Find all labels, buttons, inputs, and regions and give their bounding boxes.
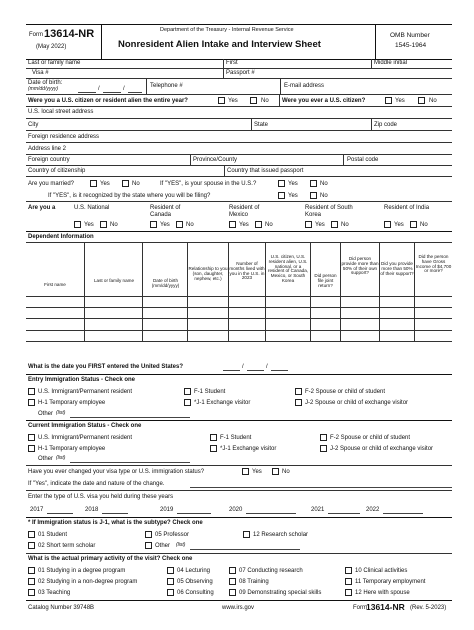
form-label: Form: [29, 32, 43, 38]
header-divider-right: [375, 24, 376, 59]
citizen-question: Were you a U.S. citizen or resident alien the entire year?: [28, 98, 188, 104]
foreign-country-label: Foreign country: [28, 157, 70, 163]
citizen-no-checkbox[interactable]: [250, 97, 257, 104]
foreign-address-label: Foreign residence address: [28, 134, 100, 140]
table-row: [26, 330, 452, 331]
option-mexico: Resident of Mexico: [229, 205, 260, 218]
mexico-no-checkbox[interactable]: [255, 221, 262, 228]
visa-change-followup: If "Yes", indicate the date and nature of the change.: [28, 481, 165, 487]
visa-change-no-checkbox[interactable]: [272, 468, 279, 475]
entry-status-title: Entry Immigration Status - Check one: [28, 377, 136, 383]
j1-student-checkbox[interactable]: [28, 531, 35, 538]
col-months: Number of months lived with you in the U.S. in 2023: [229, 261, 265, 281]
option-south-korea: Resident of South Korea: [305, 205, 353, 218]
entered-day-field[interactable]: [247, 370, 264, 371]
year-2022: 2022: [366, 507, 380, 513]
col-relationship: Relationship to you (son, daughter, nephew, etc.): [188, 266, 228, 281]
form-page: Form 13614-NR (May 2022) Department of the Treasury - Internal Revenue Service Nonresident Alien Intake and Interview Sheet OMB Number 1545-1964 Last or family name First Middle initial Visa # Passport # Date of birth: (mm/dd/yyyy) / / Telephone # E-mail address Were you a U.S. citizen or resident alien the entire year? Yes No Were you ever a U.S. citizen? Yes No U.S. local street address City State Zip code Foreign residence address Address line 2 Foreign country Province/County Postal code Country of citizenship Country that issued passport Are you married? Yes No If "YES", is your spouse in the U.S.? Yes No If "YES", is it recognized by the state where you will be filing? Yes No Are you a U.S. National Resident of Canada Resident of Mexico Resident of South Korea Resident of India Yes No Yes No Yes No Yes No Yes No Dependent Information First name Last or family name Date of birth (mm/dd/yyyy) Relationship to you (son, daughter, nephew, etc.) Number of months lived with you in the U.S. in 2023 U.S. citizen, U.S. resident alien, U.S. national, or a resident of Canada, Mexico, or South Korea Did person file joint return? Did person provide more than 50% of their own support? Did you provide more than 50% of their support? Did the person have Gross Income of $4,700 or more? What is the date you FIRST entered the United States? / / Entry Immigration Status - Check one U.S. Immigrant/Permanent resident F-1 Student F-2 Spouse or child of student H-1 Temporary employee *J-1 Exchange visitor J-2 Spouse or child of exchange visitor Other (list) Current Immigration Status - Check one U.S. Immigrant/Permanent resident F-1 Student F-2 Spouse or child of student H-1 Temporary employee *J-1 Exchange visitor J-2 Spouse or child of exchange visitor Other (list) Have you ever changed your visa type or U.S. immigration status? Yes No If "Yes", indicate the date and nature of the change. Enter the type of U.S. visa you held during these years 2017 2018 2019 2020 2021 2022 * If Immigration status is J-1, what is the subtype? Check one 01 Student 05 Professor 12 Research scholar 02 Short term scholar Other (list) What is the actual primary activity of the visit? Check one 01 Studying in a degree program 04 Lecturing 07 Conducting research 10 Clinical activities 02 Studying in a non-degree program 05 Observing 08 Training 11 Temporary employment 03 Teaching 06 Consulting 09 Demonstrating special skills 12 Here with spouse Catalog Number 39748B www.irs.gov Form 13614-NR (Rev. 5-2023): [0, 0, 474, 630]
entered-year-field[interactable]: [271, 370, 288, 371]
dob-day-field[interactable]: [103, 92, 121, 93]
last-name-label: Last or family name: [28, 60, 81, 66]
table-row: [26, 307, 452, 308]
website-link[interactable]: www.irs.gov: [222, 605, 255, 611]
current-j2-checkbox[interactable]: [320, 445, 327, 452]
header-divider-left: [101, 24, 102, 59]
passport-label: Passport #: [226, 70, 255, 76]
footer-form-number: 13614-NR: [366, 602, 405, 612]
year-2017: 2017: [30, 507, 44, 513]
married-yes-checkbox[interactable]: [90, 180, 97, 187]
dob-label: Date of birth:: [28, 80, 63, 86]
spouse-us-yes-checkbox[interactable]: [278, 180, 285, 187]
india-no-checkbox[interactable]: [410, 221, 417, 228]
table-row: [26, 341, 452, 342]
top-border: [26, 24, 452, 25]
spouse-us-no-checkbox[interactable]: [310, 180, 317, 187]
ever-citizen-no-checkbox[interactable]: [418, 97, 425, 104]
city-label: City: [28, 122, 39, 128]
visit-clinical-checkbox[interactable]: [345, 567, 352, 574]
col-dob: Date of birth (mm/dd/yyyy): [151, 278, 180, 288]
mexico-yes-checkbox[interactable]: [229, 221, 236, 228]
visa-years-prompt: Enter the type of U.S. visa you held during these years: [28, 494, 174, 500]
current-f2-checkbox[interactable]: [320, 434, 327, 441]
year-2020: 2020: [229, 507, 243, 513]
entry-j1-checkbox[interactable]: [184, 399, 191, 406]
year-2018: 2018: [85, 507, 99, 513]
dependents-title: Dependent Information: [28, 234, 94, 240]
col-gross-income: Did the person have Gross Income of $4,700 or more?: [415, 254, 452, 274]
col-your-support: Did you provide more than 50% of their support?: [380, 261, 414, 276]
us-national-no-checkbox[interactable]: [100, 221, 107, 228]
email-label: E-mail address: [284, 83, 325, 89]
col-joint-return: Did person file joint return?: [314, 273, 337, 288]
form-date: (May 2022): [36, 44, 67, 50]
passport-country-label: Country that issued passport: [227, 168, 304, 174]
entry-other-field[interactable]: [70, 417, 190, 418]
option-canada: Resident of Canada: [150, 205, 181, 218]
visit-training-checkbox[interactable]: [229, 578, 236, 585]
visa-change-question: Have you ever changed your visa type or U.S. immigration status?: [28, 469, 205, 475]
visa-2018-field[interactable]: [102, 513, 128, 514]
entry-f1-checkbox[interactable]: [184, 388, 191, 395]
omb-number: 1545-1964: [395, 42, 427, 49]
visit-lecturing-checkbox[interactable]: [167, 567, 174, 574]
j1-research-checkbox[interactable]: [243, 531, 250, 538]
current-other-label: Other: [38, 456, 54, 462]
visit-observing-checkbox[interactable]: [167, 578, 174, 585]
visa-change-details-field[interactable]: [190, 487, 452, 488]
married-no-checkbox[interactable]: [122, 180, 129, 187]
india-yes-checkbox[interactable]: [384, 221, 391, 228]
j1-other-field[interactable]: [190, 549, 300, 550]
footer-revision: (Rev. 5-2023): [410, 605, 447, 611]
col-citizenship: U.S. citizen, U.S. resident alien, U.S. national, or a resident of Canada, Mexico, or South Korea: [267, 254, 309, 284]
visa-label: Visa #: [32, 70, 49, 76]
j1-question: * If Immigration status is J-1, what is the subtype? Check one: [28, 520, 203, 526]
visit-spouse-checkbox[interactable]: [345, 589, 352, 596]
address-line2-label: Address line 2: [28, 146, 67, 152]
table-row: [26, 318, 452, 319]
state-label: State: [254, 122, 269, 128]
current-h1-checkbox[interactable]: [28, 445, 35, 452]
dob-format: (mm/dd/yyyy): [28, 86, 58, 92]
year-2019: 2019: [160, 507, 174, 513]
current-status-title: Current Immigration Status - Check one: [28, 423, 142, 429]
ever-citizen-question: Were you ever a U.S. citizen?: [282, 98, 366, 104]
telephone-label: Telephone #: [150, 83, 183, 89]
visit-skills-checkbox[interactable]: [229, 589, 236, 596]
entry-j2-checkbox[interactable]: [295, 399, 302, 406]
footer-form-label: Form: [353, 605, 367, 611]
visit-question: What is the actual primary activity of the visit? Check one: [28, 556, 193, 562]
current-other-field[interactable]: [70, 462, 190, 463]
dob-year-field[interactable]: [128, 92, 142, 93]
visit-degree-checkbox[interactable]: [28, 567, 35, 574]
recognized-question: If "YES", is it recognized by the state where you will be filing?: [48, 193, 211, 199]
recognized-no-checkbox[interactable]: [310, 192, 317, 199]
married-question: Are you married?: [28, 181, 75, 187]
canada-no-checkbox[interactable]: [176, 221, 183, 228]
option-india: Resident of India: [384, 205, 430, 211]
south-korea-yes-checkbox[interactable]: [305, 221, 312, 228]
recognized-yes-checkbox[interactable]: [278, 192, 285, 199]
postal-label: Postal code: [347, 157, 379, 163]
visa-2019-field[interactable]: [177, 513, 211, 514]
omb-label: OMB Number: [390, 32, 430, 39]
zip-label: Zip code: [374, 122, 398, 128]
are-you-label: Are you a: [28, 205, 56, 211]
current-us-immigrant-checkbox[interactable]: [28, 434, 35, 441]
j1-short-term-checkbox[interactable]: [28, 542, 35, 549]
col-last-name: Last or family name: [93, 278, 135, 283]
visit-teaching-checkbox[interactable]: [28, 589, 35, 596]
first-entered-question: What is the date you FIRST entered the United States?: [28, 364, 184, 370]
visit-consulting-checkbox[interactable]: [167, 589, 174, 596]
middle-initial-label: Middle initial: [374, 60, 408, 66]
us-national-yes-checkbox[interactable]: [74, 221, 81, 228]
dob-month-field[interactable]: [78, 92, 96, 93]
form-number: 13614-NR: [44, 28, 95, 40]
entry-other-label: Other: [38, 411, 54, 417]
current-j1-checkbox[interactable]: [210, 445, 217, 452]
visit-research-checkbox[interactable]: [229, 567, 236, 574]
ever-citizen-yes-checkbox[interactable]: [385, 97, 392, 104]
col-first-name: First name: [44, 282, 66, 287]
entry-f2-checkbox[interactable]: [295, 388, 302, 395]
visa-2022-field[interactable]: [383, 513, 423, 514]
department-name: Department of the Treasury - Internal Revenue Service: [160, 27, 294, 33]
visa-2017-field[interactable]: [47, 513, 73, 514]
province-label: Province/County: [193, 157, 238, 163]
j1-professor-checkbox[interactable]: [145, 531, 152, 538]
year-2021: 2021: [311, 507, 325, 513]
current-f1-checkbox[interactable]: [210, 434, 217, 441]
canada-yes-checkbox[interactable]: [150, 221, 157, 228]
citizenship-label: Country of citizenship: [28, 168, 86, 174]
visa-2021-field[interactable]: [328, 513, 360, 514]
entered-month-field[interactable]: [223, 370, 240, 371]
entry-us-immigrant-checkbox[interactable]: [28, 388, 35, 395]
south-korea-no-checkbox[interactable]: [331, 221, 338, 228]
j1-other-checkbox[interactable]: [145, 542, 152, 549]
visit-employment-checkbox[interactable]: [345, 578, 352, 585]
citizen-yes-checkbox[interactable]: [218, 97, 225, 104]
visa-2020-field[interactable]: [246, 513, 296, 514]
col-own-support: Did person provide more than 50% of their own support?: [341, 256, 379, 276]
visa-change-yes-checkbox[interactable]: [242, 468, 249, 475]
catalog-number: Catalog Number 39748B: [28, 605, 95, 611]
option-us-national: U.S. National: [74, 205, 110, 211]
entry-h1-checkbox[interactable]: [28, 399, 35, 406]
street-label: U.S. local street address: [28, 109, 94, 115]
form-title: Nonresident Alien Intake and Interview Sheet: [118, 39, 321, 50]
spouse-us-question: If "YES", is your spouse in the U.S.?: [160, 181, 257, 187]
first-name-label: First: [226, 60, 238, 66]
visit-non-degree-checkbox[interactable]: [28, 578, 35, 585]
